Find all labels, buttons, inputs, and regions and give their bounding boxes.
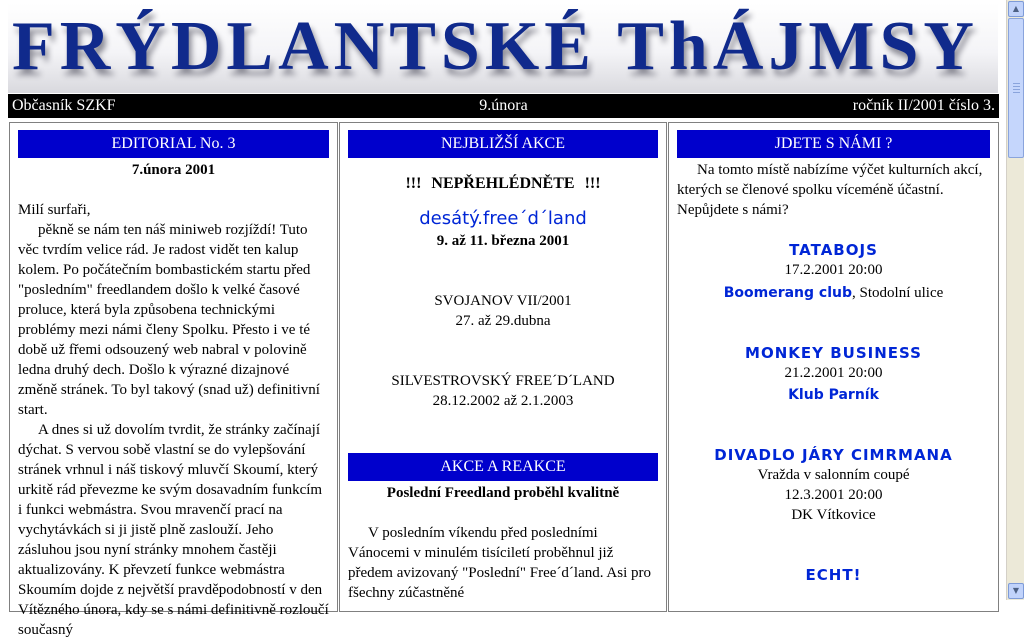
editorial-date: 7.února 2001: [131, 162, 216, 178]
events-heading: NEJBLIŽŠÍ AKCE: [348, 130, 658, 158]
issue-info-bar: [8, 94, 999, 118]
event-date: 9. až 11. března 2001: [436, 233, 570, 249]
reactions-paragraph: V posledním víkendu před posledními Vánocemi v minulém tisíciletí proběhnul již předem avizovaný "Poslední" Free´d´land. Asi pro fšechny zúčastněné: [348, 525, 652, 601]
editorial-heading: EDITORIAL No. 3: [18, 130, 329, 158]
reactions-heading: AKCE A REAKCE: [348, 453, 658, 481]
editorial-paragraph: pěkně se nám ten náš miniweb rozjíždí! Tuto věc tvrdím velice rád. Je radost vidět ten kalup kolem. Po počátečním bombastickém startu před "posledním" freedlandem došlo k velké časové proluce, která byla způsobena technickými problémy mezi námi členy Spolku. Přesto i ve té době už fřemi odsouzený web nabral v polovině ledna druhý dech. Došlo k výrazné dizajnové změně stránek. To byl takový (snad už) definitivní start.: [18, 222, 320, 418]
venue-link[interactable]: Boomerang club: [723, 285, 853, 301]
join-heading: JDETE S NÁMI ?: [677, 130, 990, 158]
editorial-column: [9, 122, 338, 638]
culture-event-name: MONKEY BUSINESS: [745, 344, 922, 362]
venue-street: , Stodolní ulice: [852, 285, 944, 301]
culture-event-name: TATABOJS: [789, 241, 878, 259]
culture-event-date: 17.2.2001 20:00: [784, 262, 883, 278]
join-column: [668, 122, 999, 612]
must-see-notice: !!! NEPŘEHLÉDNĚTE !!!: [405, 175, 601, 192]
editorial-greeting: Milí surfaři,: [18, 202, 91, 218]
event-date: 28.12.2002 až 2.1.2003: [432, 393, 574, 409]
culture-event-date: 12.3.2001 20:00: [784, 487, 883, 503]
editorial-paragraph: A dnes si už dovolím tvrdit, že stránky začínají dýchat. S vervou sobě vlastní se do vylepšování stránek vrhnul i náš tiskový mluvčí Skoumí, který urkitě rád převezme ke svým dosavadním funkcím i funkci webmástra. Svou mravenčí prací na vychytávkách si ji jistě plně zaslouží. Jeho zásluhou jsou nyní stránky mnohem častěji aktualizovány. K převzetí funkce webmástra Skoumím dojde z největší pravděpodobností v den Vítězného února, kdy se s námi definitivně rozloučí současný: [18, 422, 329, 638]
issue-date: 9.února: [479, 97, 528, 114]
scroll-thumb[interactable]: [1008, 18, 1024, 158]
scroll-up-icon[interactable]: ▲: [1008, 1, 1024, 17]
site-banner: [8, 3, 998, 93]
issue-number: ročník II/2001 číslo 3.: [852, 97, 995, 114]
culture-event-name: ECHT!: [805, 566, 862, 584]
scroll-down-icon[interactable]: ▼: [1008, 583, 1024, 599]
publication-type: Občasník SZKF: [12, 97, 116, 114]
events-column: [339, 122, 667, 612]
reactions-subtitle: Poslední Freedland proběhl kvalitně: [386, 485, 620, 501]
venue-link[interactable]: Klub Parník: [788, 387, 879, 403]
culture-event-subtitle: Vražda v salonním coupé: [757, 467, 910, 483]
vertical-scrollbar[interactable]: [1006, 0, 1024, 600]
culture-event-place: DK Vítkovice: [791, 507, 876, 523]
culture-event-date: 21.2.2001 20:00: [784, 365, 883, 381]
culture-event-name: DIVADLO JÁRY CIMRMANA: [714, 446, 953, 464]
culture-event-place: [677, 283, 990, 303]
event-name: SILVESTROVSKÝ FREE´D´LAND: [391, 373, 615, 389]
banner-title: FRÝDLANTSKÉ ThÁJMSY: [12, 8, 979, 85]
join-intro: Na tomto místě nabízíme výčet kulturních akcí, kterých se členové spolku víceméně účastní. Nepůjdete s námi?: [677, 162, 983, 218]
event-name: SVOJANOV VII/2001: [434, 293, 572, 309]
event-date: 27. až 29.dubna: [455, 313, 551, 329]
event-name-link[interactable]: desátý.free´d´land: [419, 208, 587, 229]
